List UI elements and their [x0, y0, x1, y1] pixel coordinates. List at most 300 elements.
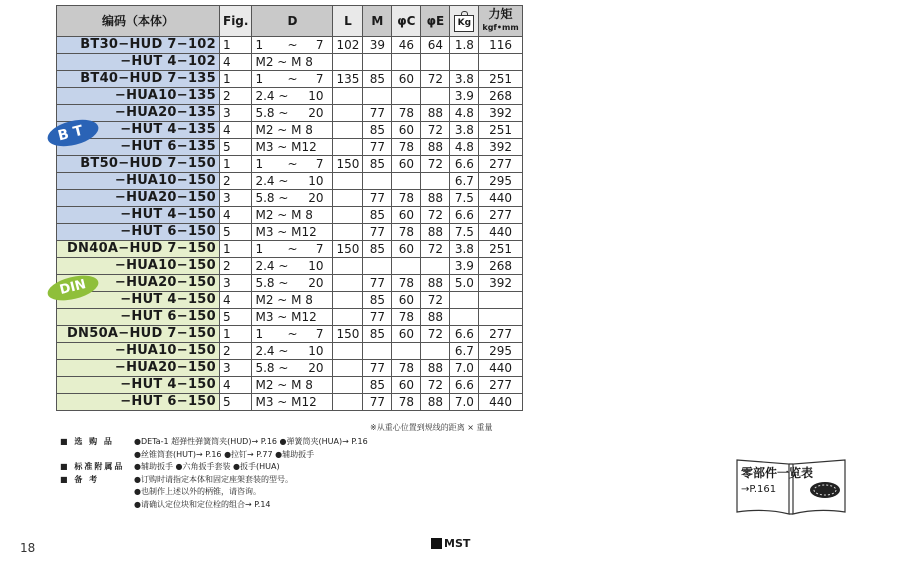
d-min: 2.4 ~ — [255, 344, 289, 358]
d-max: 7 — [315, 327, 324, 341]
m-value: 85 — [363, 156, 392, 173]
weight-value: 6.6 — [450, 377, 479, 394]
fig-number: 1 — [220, 241, 252, 258]
torque-value: 277 — [479, 156, 522, 173]
note-label — [60, 499, 134, 512]
weight-value: 6.6 — [450, 326, 479, 343]
d-range — [252, 54, 333, 71]
fig-number: 4 — [220, 292, 252, 309]
m-value: 85 — [363, 71, 392, 88]
model-code: −HUT 6−135 — [57, 139, 220, 156]
d-range — [252, 241, 333, 258]
e-value: 88 — [421, 275, 450, 292]
c-value: 60 — [392, 326, 421, 343]
weight-value — [450, 54, 479, 71]
note-label — [60, 486, 134, 499]
e-value: 72 — [421, 241, 450, 258]
c-value — [392, 173, 421, 190]
d-range — [252, 88, 333, 105]
fig-number: 3 — [220, 105, 252, 122]
note-text: ●订购时请指定本体和固定座架套装的型号。 — [134, 474, 293, 484]
d-max: 20 — [308, 276, 324, 290]
fig-number: 5 — [220, 224, 252, 241]
e-value: 72 — [421, 207, 450, 224]
model-code: −HUA10−135 — [57, 88, 220, 105]
model-code: DN40A−HUD 7−150 — [57, 241, 220, 258]
m-value: 85 — [363, 122, 392, 139]
d-range — [252, 173, 333, 190]
m-value — [363, 54, 392, 71]
d-value: M3 ~ M12 — [255, 310, 317, 324]
d-min: 5.8 ~ — [255, 361, 289, 375]
note-row — [60, 449, 368, 462]
torque-value: 440 — [479, 394, 522, 411]
m-value: 77 — [363, 190, 392, 207]
d-value: M3 ~ M12 — [255, 225, 317, 239]
m-value: 85 — [363, 207, 392, 224]
bt-badge: BT — [45, 115, 101, 151]
note-label — [60, 449, 134, 462]
d-max: 7 — [315, 72, 324, 86]
d-max: 20 — [308, 361, 324, 375]
weight-value: 7.5 — [450, 190, 479, 207]
torque-value: 277 — [479, 377, 522, 394]
torque-value — [479, 309, 522, 326]
l-value: 150 — [333, 326, 363, 343]
torque-value: 277 — [479, 207, 522, 224]
c-value: 78 — [392, 139, 421, 156]
fig-number: 1 — [220, 37, 252, 54]
c-value: 78 — [392, 275, 421, 292]
d-range — [252, 224, 333, 241]
fig-number: 3 — [220, 190, 252, 207]
weight-value: 6.6 — [450, 156, 479, 173]
table-row — [57, 343, 523, 360]
fig-number: 5 — [220, 309, 252, 326]
table-row — [57, 54, 523, 71]
gear-icon — [810, 482, 840, 498]
e-value: 88 — [421, 139, 450, 156]
d-tilde: ~ — [287, 72, 298, 86]
weight-value: 6.6 — [450, 207, 479, 224]
m-value: 85 — [363, 241, 392, 258]
model-code: BT40−HUD 7−135 — [57, 71, 220, 88]
d-value: M2 ~ M 8 — [255, 378, 313, 392]
header-name: 编码（本体） — [57, 6, 220, 37]
table-row — [57, 224, 523, 241]
header-c: φC — [392, 6, 421, 37]
c-value: 60 — [392, 292, 421, 309]
torque-value: 268 — [479, 258, 522, 275]
e-value: 72 — [421, 71, 450, 88]
d-min: 1 — [255, 242, 264, 256]
model-code: −HUT 6−150 — [57, 394, 220, 411]
d-value: M2 ~ M 8 — [255, 55, 313, 69]
note-text: ●也制作上述以外的柄锥，请咨询。 — [134, 487, 261, 496]
c-value — [392, 343, 421, 360]
table-row — [57, 292, 523, 309]
weight-icon: Kg — [454, 15, 474, 32]
d-range — [252, 394, 333, 411]
table-row — [57, 105, 523, 122]
e-value: 88 — [421, 105, 450, 122]
torque-value — [479, 54, 522, 71]
l-value: 150 — [333, 241, 363, 258]
d-range — [252, 258, 333, 275]
e-value: 88 — [421, 394, 450, 411]
model-code: −HUA20−135 — [57, 105, 220, 122]
model-code: −HUA10−150 — [57, 343, 220, 360]
d-max: 20 — [308, 191, 324, 205]
e-value: 64 — [421, 37, 450, 54]
m-value: 77 — [363, 394, 392, 411]
parts-list-book[interactable] — [735, 458, 847, 518]
m-value: 77 — [363, 224, 392, 241]
fig-number: 4 — [220, 377, 252, 394]
d-range — [252, 309, 333, 326]
d-max: 7 — [315, 38, 324, 52]
weight-value: 5.0 — [450, 275, 479, 292]
l-value — [333, 88, 363, 105]
note-text: ●辅助扳手 ●六角扳手套装 ●扳手(HUA) — [134, 462, 280, 471]
d-value: M3 ~ M12 — [255, 395, 317, 409]
e-value: 88 — [421, 309, 450, 326]
fig-number: 3 — [220, 275, 252, 292]
weight-value — [450, 309, 479, 326]
d-min: 5.8 ~ — [255, 191, 289, 205]
footnote-cover — [370, 411, 530, 417]
fig-number: 1 — [220, 156, 252, 173]
d-range — [252, 156, 333, 173]
d-min: 1 — [255, 38, 264, 52]
e-value — [421, 343, 450, 360]
table-row — [57, 394, 523, 411]
weight-value: 7.5 — [450, 224, 479, 241]
m-value — [363, 173, 392, 190]
model-code: −HUT 4−102 — [57, 54, 220, 71]
fig-number: 2 — [220, 88, 252, 105]
table-row — [57, 173, 523, 190]
l-value: 150 — [333, 156, 363, 173]
d-range — [252, 105, 333, 122]
model-code: −HUT 4−150 — [57, 292, 220, 309]
l-value — [333, 309, 363, 326]
book-title: 零部件一览表 — [741, 466, 814, 480]
model-code: −HUA10−150 — [57, 258, 220, 275]
d-min: 2.4 ~ — [255, 259, 289, 273]
model-code: −HUT 4−150 — [57, 377, 220, 394]
weight-value: 1.8 — [450, 37, 479, 54]
c-value: 78 — [392, 360, 421, 377]
weight-value: 3.9 — [450, 258, 479, 275]
l-value: 135 — [333, 71, 363, 88]
c-value: 78 — [392, 190, 421, 207]
weight-value: 4.8 — [450, 105, 479, 122]
l-value — [333, 224, 363, 241]
d-max: 10 — [308, 89, 324, 103]
d-tilde: ~ — [287, 38, 298, 52]
weight-value: 3.8 — [450, 71, 479, 88]
table-row — [57, 139, 523, 156]
m-value: 39 — [363, 37, 392, 54]
torque-value: 116 — [479, 37, 522, 54]
header-kg — [450, 6, 479, 37]
l-value — [333, 377, 363, 394]
c-value: 60 — [392, 122, 421, 139]
table-row — [57, 275, 523, 292]
d-max: 7 — [315, 242, 324, 256]
note-row — [60, 486, 368, 499]
d-range — [252, 207, 333, 224]
model-code: −HUA20−150 — [57, 275, 220, 292]
fig-number: 3 — [220, 360, 252, 377]
e-value — [421, 54, 450, 71]
d-range — [252, 377, 333, 394]
d-range — [252, 326, 333, 343]
header-row — [57, 6, 523, 37]
c-value — [392, 258, 421, 275]
l-value — [333, 394, 363, 411]
fig-number: 4 — [220, 54, 252, 71]
table-row — [57, 122, 523, 139]
fig-number: 4 — [220, 122, 252, 139]
table-row — [57, 360, 523, 377]
weight-value: 7.0 — [450, 394, 479, 411]
d-value: M2 ~ M 8 — [255, 208, 313, 222]
d-range — [252, 71, 333, 88]
table-row — [57, 309, 523, 326]
torque-value: 392 — [479, 105, 522, 122]
fig-number: 2 — [220, 173, 252, 190]
d-tilde: ~ — [287, 327, 298, 341]
l-value — [333, 360, 363, 377]
d-range — [252, 360, 333, 377]
note-label: ■ 标准附属品 — [60, 462, 125, 471]
d-value: M2 ~ M 8 — [255, 293, 313, 307]
note-row — [60, 499, 368, 512]
weight-value: 3.8 — [450, 241, 479, 258]
d-value: M2 ~ M 8 — [255, 123, 313, 137]
model-code: DN50A−HUD 7−150 — [57, 326, 220, 343]
c-value: 78 — [392, 224, 421, 241]
model-code: −HUT 4−150 — [57, 207, 220, 224]
c-value: 60 — [392, 207, 421, 224]
torque-value: 251 — [479, 122, 522, 139]
table-row — [57, 207, 523, 224]
table-row — [57, 88, 523, 105]
book-page-ref[interactable]: →P.161 — [741, 484, 777, 495]
fig-number: 5 — [220, 394, 252, 411]
c-value: 60 — [392, 71, 421, 88]
fig-number: 4 — [220, 207, 252, 224]
e-value: 88 — [421, 360, 450, 377]
spec-table-body — [57, 37, 523, 411]
l-value — [333, 190, 363, 207]
d-tilde: ~ — [287, 242, 298, 256]
footnote: ※从重心位置到规线的距离 × 重量 — [370, 423, 493, 432]
header-e: φE — [421, 6, 450, 37]
d-max: 10 — [308, 259, 324, 273]
m-value: 85 — [363, 292, 392, 309]
d-value: M3 ~ M12 — [255, 140, 317, 154]
m-value — [363, 258, 392, 275]
l-value — [333, 139, 363, 156]
weight-value: 6.7 — [450, 343, 479, 360]
c-value: 60 — [392, 156, 421, 173]
d-range — [252, 190, 333, 207]
l-value — [333, 207, 363, 224]
d-min: 5.8 ~ — [255, 106, 289, 120]
c-value: 78 — [392, 105, 421, 122]
logo-mark — [431, 538, 442, 549]
m-value: 77 — [363, 360, 392, 377]
note-text: ●DETa-1 超弹性弹簧筒夹(HUD)→ P.16 ●弹簧筒夹(HUA)→ P.16 — [134, 437, 368, 446]
header-torque-unit: kgf•mm — [482, 23, 519, 32]
torque-value: 295 — [479, 173, 522, 190]
weight-value: 3.9 — [450, 88, 479, 105]
note-label: ■ 选 购 品 — [60, 437, 114, 446]
l-value — [333, 105, 363, 122]
table-row — [57, 71, 523, 88]
e-value — [421, 258, 450, 275]
table-row — [57, 377, 523, 394]
din-badge: DIN — [45, 271, 101, 305]
model-code: −HUA20−150 — [57, 190, 220, 207]
e-value: 88 — [421, 224, 450, 241]
l-value — [333, 54, 363, 71]
model-code: −HUA20−150 — [57, 360, 220, 377]
note-text: ●丝锥筒套(HUT)→ P.16 ●拉钉→ P.77 ●辅助扳手 — [134, 449, 315, 459]
torque-value: 295 — [479, 343, 522, 360]
d-range — [252, 343, 333, 360]
header-m: M — [363, 6, 392, 37]
torque-value: 268 — [479, 88, 522, 105]
m-value: 85 — [363, 377, 392, 394]
d-min: 1 — [255, 157, 264, 171]
m-value — [363, 343, 392, 360]
d-min: 1 — [255, 72, 264, 86]
model-code: BT50−HUD 7−150 — [57, 156, 220, 173]
m-value: 77 — [363, 309, 392, 326]
c-value — [392, 88, 421, 105]
l-value — [333, 292, 363, 309]
d-range — [252, 139, 333, 156]
torque-value: 251 — [479, 241, 522, 258]
notes-block — [60, 436, 368, 511]
table-row — [57, 258, 523, 275]
table-row — [57, 156, 523, 173]
l-value — [333, 275, 363, 292]
d-range — [252, 292, 333, 309]
header-fig: Fig. — [220, 6, 252, 37]
header-torque — [479, 6, 522, 37]
note-row — [60, 461, 368, 474]
e-value: 72 — [421, 326, 450, 343]
d-range — [252, 275, 333, 292]
weight-value: 7.0 — [450, 360, 479, 377]
table-row — [57, 190, 523, 207]
l-value — [333, 343, 363, 360]
header-l: L — [333, 6, 363, 37]
l-value — [333, 258, 363, 275]
l-value: 102 — [333, 37, 363, 54]
c-value — [392, 54, 421, 71]
e-value: 72 — [421, 292, 450, 309]
torque-value: 440 — [479, 360, 522, 377]
note-row — [60, 436, 368, 449]
model-code: BT30−HUD 7−102 — [57, 37, 220, 54]
page-number: 18 — [20, 541, 36, 555]
d-max: 20 — [308, 106, 324, 120]
torque-value: 392 — [479, 139, 522, 156]
weight-value — [450, 292, 479, 309]
d-min: 2.4 ~ — [255, 174, 289, 188]
d-range — [252, 37, 333, 54]
d-max: 10 — [308, 174, 324, 188]
torque-value: 251 — [479, 71, 522, 88]
brand-logo — [431, 537, 470, 550]
m-value — [363, 88, 392, 105]
d-min: 5.8 ~ — [255, 276, 289, 290]
c-value: 60 — [392, 241, 421, 258]
table-row — [57, 37, 523, 54]
table-row — [57, 326, 523, 343]
e-value: 72 — [421, 377, 450, 394]
weight-value: 6.7 — [450, 173, 479, 190]
d-tilde: ~ — [287, 157, 298, 171]
d-range — [252, 122, 333, 139]
m-value: 77 — [363, 275, 392, 292]
m-value: 77 — [363, 105, 392, 122]
table-row — [57, 241, 523, 258]
e-value: 72 — [421, 156, 450, 173]
d-min: 1 — [255, 327, 264, 341]
fig-number: 2 — [220, 258, 252, 275]
d-max: 10 — [308, 344, 324, 358]
l-value — [333, 122, 363, 139]
e-value: 72 — [421, 122, 450, 139]
model-code: −HUT 6−150 — [57, 309, 220, 326]
c-value: 60 — [392, 377, 421, 394]
torque-value: 392 — [479, 275, 522, 292]
torque-value: 440 — [479, 224, 522, 241]
note-text: ●请确认定位块和定位栓的组合→ P.14 — [134, 499, 271, 509]
d-max: 7 — [315, 157, 324, 171]
note-label: ■ 备 考 — [60, 474, 100, 484]
e-value — [421, 88, 450, 105]
model-code: −HUT 4−135 — [57, 122, 220, 139]
c-value: 46 — [392, 37, 421, 54]
fig-number: 2 — [220, 343, 252, 360]
torque-value — [479, 292, 522, 309]
e-value: 88 — [421, 190, 450, 207]
weight-value: 3.8 — [450, 122, 479, 139]
header-torque-label: 力矩 — [488, 7, 513, 21]
model-code: −HUA10−150 — [57, 173, 220, 190]
note-row — [60, 474, 368, 487]
model-code: −HUT 6−150 — [57, 224, 220, 241]
d-min: 2.4 ~ — [255, 89, 289, 103]
m-value: 77 — [363, 139, 392, 156]
fig-number: 1 — [220, 326, 252, 343]
m-value: 85 — [363, 326, 392, 343]
header-d: D — [252, 6, 333, 37]
fig-number: 1 — [220, 71, 252, 88]
l-value — [333, 173, 363, 190]
weight-value: 4.8 — [450, 139, 479, 156]
c-value: 78 — [392, 309, 421, 326]
e-value — [421, 173, 450, 190]
